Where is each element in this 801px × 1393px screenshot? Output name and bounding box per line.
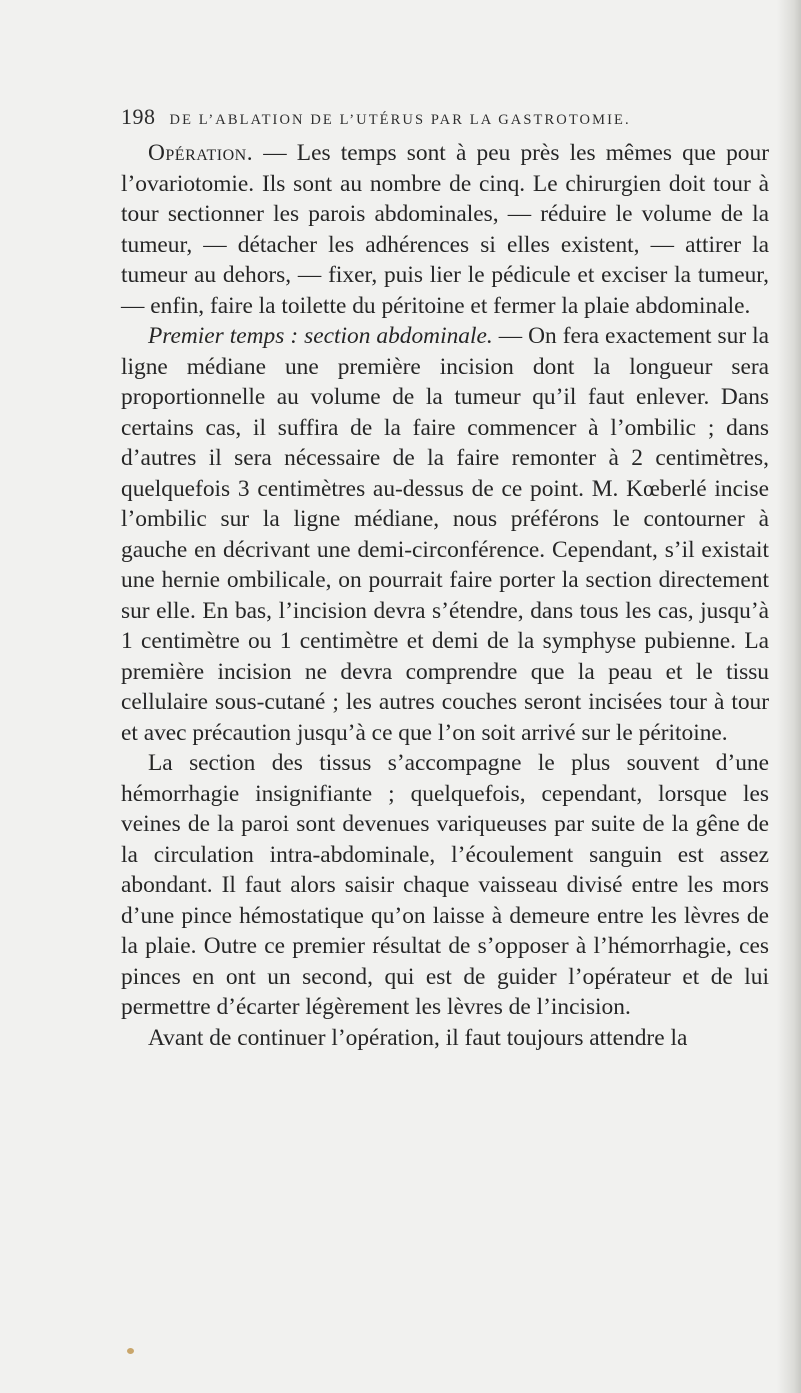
paragraph-text-hemorrhage: La section des tissus s’accompagne le plus souvent d’une hémorrhagie insignifiante ; quelquefois, cependant, lorsque les veines de la paroi sont devenues variqueuses par suite de la gêne de la circulation intra-abdominale, l’écoulement sanguin est assez abondant. Il faut alors saisir chaque vaisseau divisé entre les mors d’une pince hémostatique qu’on laisse à demeure entre les lèvres de la plaie. Outre ce premier résultat de s’opposer à l’hémorrhagie, ces pinces en ont un second, qui est de guider l’opérateur et de lui permettre d’écarter légèrement les lèvres de l’incision. xyxy=(121,750,769,1020)
paragraph-continuation xyxy=(121,1023,769,1054)
running-title: DE L’ABLATION DE L’UTÉRUS PAR LA GASTROTOMIE. xyxy=(169,112,631,128)
paragraph-first-stage xyxy=(121,321,769,748)
paragraph-text-operation: — Les temps sont à peu près les mêmes que pour l’ovariotomie. Ils sont au nombre de cinq. Le chirurgien doit tour à tour sectionner les parois abdominales, — réduire le volume de la tumeur, — détacher les adhérences si elles existent, — attirer la tumeur au dehors, — fixer, puis lier le pédicule et exciser la tumeur, — enfin, faire la toilette du péritoine et fermer la plaie abdominale. xyxy=(121,140,769,319)
paragraph-lead-first-stage: Premier temps : section abdominale. xyxy=(148,323,493,349)
paragraph-operation xyxy=(121,138,769,321)
page-edge-shadow xyxy=(777,0,801,1393)
paper-speck xyxy=(127,1348,134,1354)
body-text xyxy=(121,138,769,1053)
paragraph-hemorrhage xyxy=(121,748,769,1023)
page-number: 198 xyxy=(121,104,156,129)
paragraph-lead-operation: Opération. xyxy=(148,140,254,166)
running-header xyxy=(121,104,761,132)
paragraph-text-first-stage: — On fera exactement sur la ligne médiane une première incision dont la longueur sera proportionnelle au volume de la tumeur qu’il faut enlever. Dans certains cas, il suffira de la faire commencer à l’ombilic ; dans d’autres il sera nécessaire de la faire remonter à 2 centimètres, quelquefois 3 centimètres au-dessus de ce point. M. Kœberlé incise l’ombilic sur la ligne médiane, nous préférons le contourner à gauche en décrivant une demi-circonférence. Cependant, s’il existait une hernie ombilicale, on pourrait faire porter la section directement sur elle. En bas, l’incision devra s’étendre, dans tous les cas, jusqu’à 1 centimètre ou 1 centimètre et demi de la symphyse pubienne. La première incision ne devra comprendre que la peau et le tissu cellulaire sous-cutané ; les autres couches seront incisées tour à tour et avec précaution jusqu’à ce que l’on soit arrivé sur le péritoine. xyxy=(121,323,769,746)
paragraph-text-continuation: Avant de continuer l’opération, il faut toujours attendre la xyxy=(148,1024,688,1051)
